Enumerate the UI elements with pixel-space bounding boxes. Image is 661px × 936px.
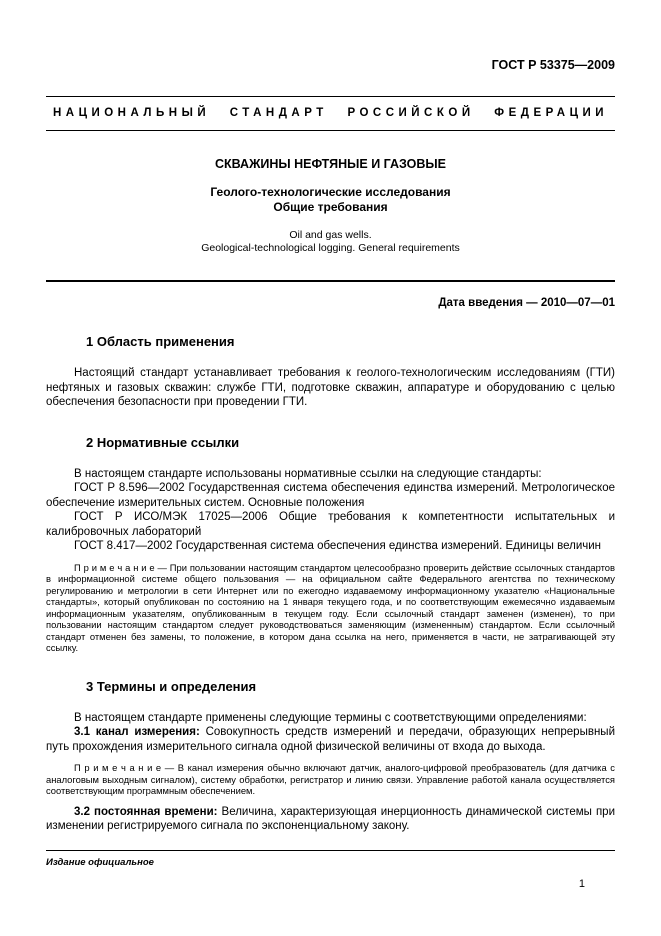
section-1-heading: 1 Область применения	[86, 334, 235, 349]
title-block	[46, 157, 615, 254]
term-3-2-label: 3.2 постоянная времени:	[74, 805, 218, 818]
normative-reference-1: ГОСТ Р 8.596—2002 Государственная система обеспечения единства измерений. Метрологическое обеспечение измерительных систем. Основные положения	[46, 482, 615, 509]
effective-date: Дата введения — 2010—07—01	[438, 297, 615, 309]
document-title: СКВАЖИНЫ НЕФТЯНЫЕ И ГАЗОВЫЕ	[215, 157, 446, 171]
section-3-heading: 3 Термины и определения	[86, 678, 257, 694]
document-title-en-2: Geological-technological logging. General requirements	[201, 241, 460, 254]
section-3-note: П р и м е ч а н и е — В канал измерения обычно включают датчик, аналого-цифровой преобразователь (для датчика с аналоговым выходным сигналом), систему обработки, регистратор и линию связи. Управление работой канала осуществляется соответствующим программным обеспечением.	[46, 762, 615, 796]
doc-number: ГОСТ Р 53375—2009	[491, 58, 615, 72]
term-definition-3-1	[46, 725, 615, 754]
term-3-2-text: Величина, характеризующая инерционность динамической системы при изменении регистрируемого сигнала по экспоненциальному закону.	[46, 805, 615, 832]
banner-bottom-rule	[46, 130, 615, 131]
term-3-1-text: Совокупность средств измерений и передачи, образующих непрерывный путь прохождения измерительного сигнала одной физической величины от входа до выхода.	[46, 726, 615, 753]
section-1-paragraph: Настоящий стандарт устанавливает требования к геолого-технологическим исследованиям (ГТИ) нефтяных и газовых скважин: службе ГТИ, подготовке скважин, аппаратуре и оборудованию с целью обеспечения безопасности при проведении ГТИ.	[46, 367, 615, 408]
term-3-1-label: 3.1 канал измерения:	[74, 726, 200, 738]
normative-reference-2: ГОСТ Р ИСО/МЭК 17025—2006 Общие требования к компетентности испытательных и калибровочных лабораторий	[46, 511, 615, 538]
page-number: 1	[578, 878, 585, 890]
term-definition-3-2	[46, 805, 615, 834]
section-3-intro: В настоящем стандарте применены следующие термины с соответствующими определениями:	[74, 711, 587, 724]
title-divider-rule	[46, 280, 615, 282]
normative-reference-3: ГОСТ 8.417—2002 Государственная система обеспечения единства измерений. Единицы величин	[74, 540, 602, 552]
footer-rule	[46, 850, 615, 851]
document-subtitle-1: Геолого-технологические исследования	[210, 185, 451, 199]
section-2-heading: 2 Нормативные ссылки	[86, 434, 240, 450]
section-2-intro: В настоящем стандарте использованы нормативные ссылки на следующие стандарты:	[74, 467, 542, 480]
document-subtitle-2: Общие требования	[273, 200, 388, 214]
standard-banner: НАЦИОНАЛЬНЫЙ СТАНДАРТ РОССИЙСКОЙ ФЕДЕРАЦИИ	[52, 107, 609, 119]
official-edition-note: Издание официальное	[46, 857, 154, 868]
section-2-note: П р и м е ч а н и е — При пользовании настоящим стандартом целесообразно проверить действие ссылочных стандартов в информационной системе общего пользования — на официальном сайте Федерального агентства по техническому регулированию и метрологии в сети Интернет или по ежегодно издаваемому информационному указателю «Национальные стандарты», который опубликован по состоянию на 1 января текущего года, и по соответствующим ежемесячно издаваемым информационным указателям, опубликованным в текущем году. Если ссылочный стандарт заменен (изменен), то при пользовании настоящим стандартом следует руководствоваться заменяющим (измененным) стандартом. Если ссылочный стандарт отменен без замены, то положение, в котором дана ссылка на него, применяется в части, не затрагивающей эту ссылку.	[46, 561, 615, 653]
document-title-en-1: Oil and gas wells.	[289, 229, 372, 241]
page-footer	[46, 850, 615, 890]
